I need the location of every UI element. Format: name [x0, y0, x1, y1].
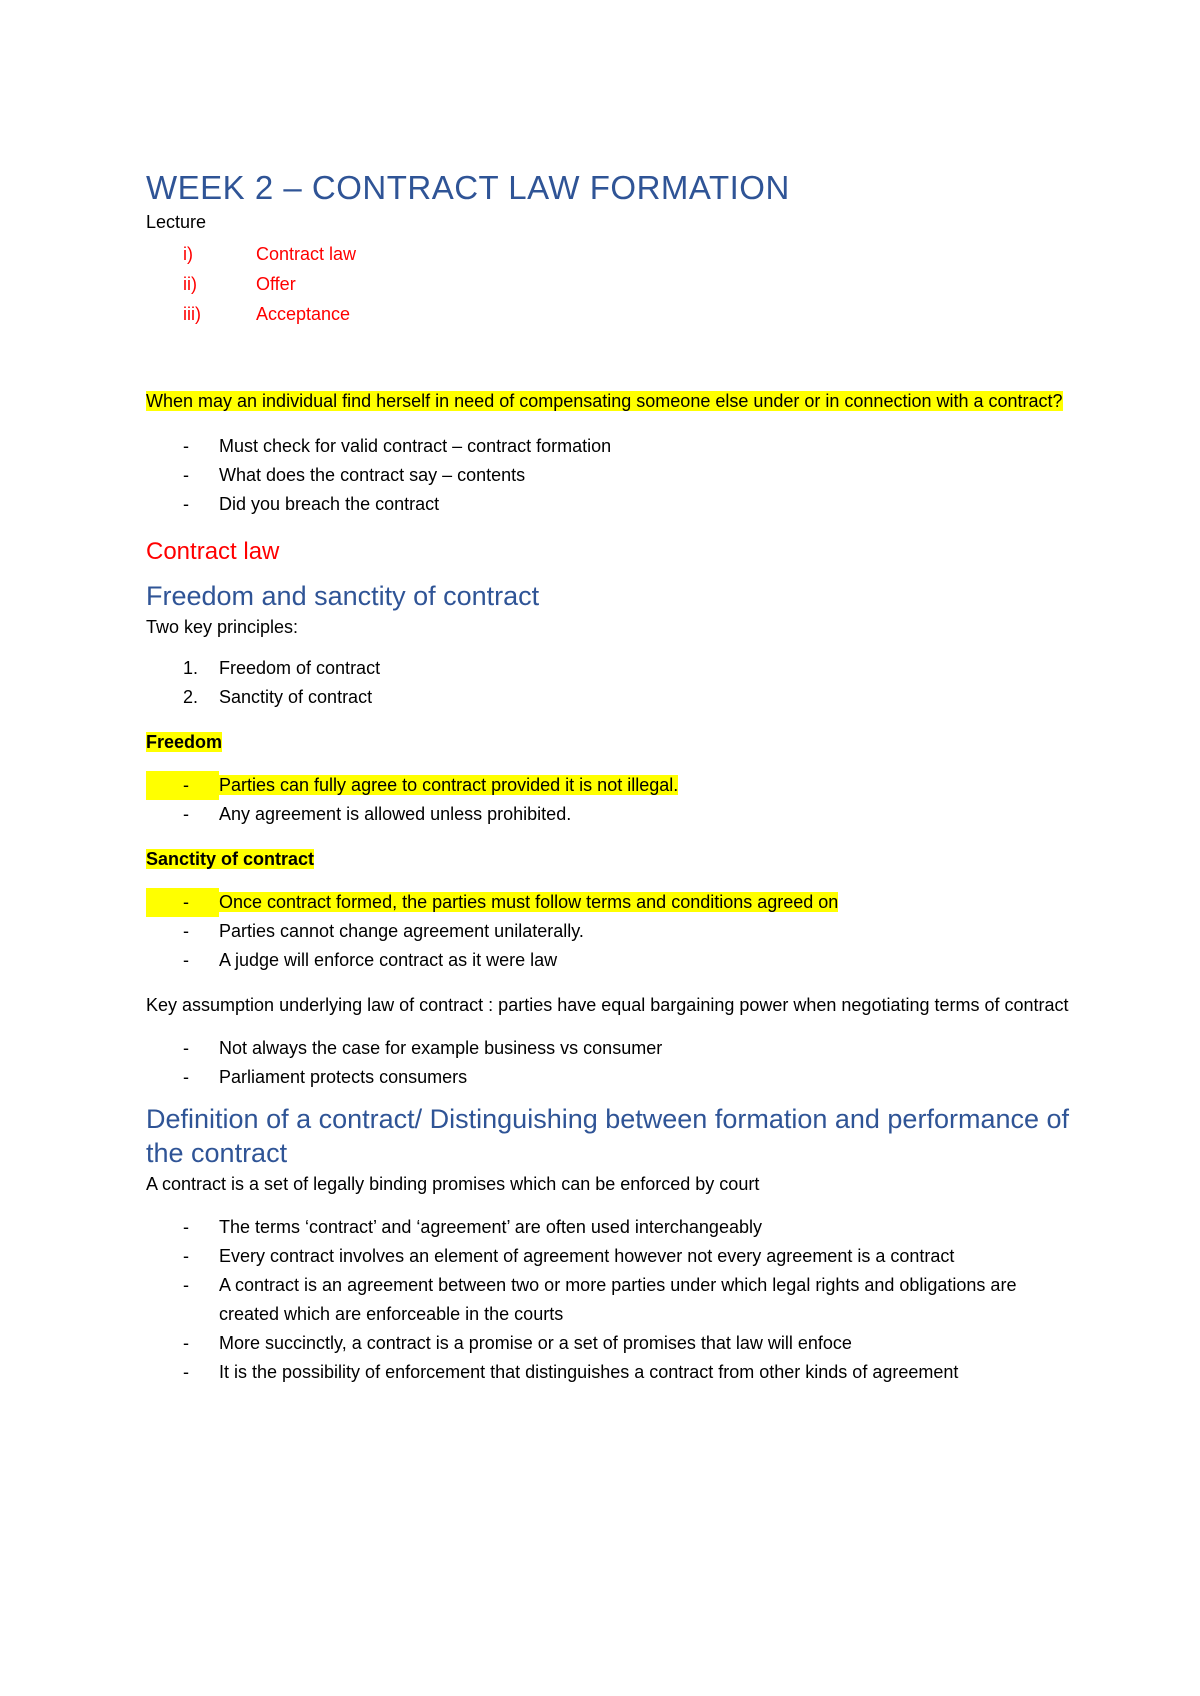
list-item: - Parties cannot change agreement unilaterally. [183, 921, 584, 941]
heading-definition: Definition of a contract/ Distinguishing between formation and performance of the contract [146, 1104, 1070, 1168]
assumption-list [146, 1034, 1076, 1092]
list-item: - Once contract formed, the parties must follow terms and conditions agreed on [146, 888, 1076, 917]
heading-freedom-sanctity: Freedom and sanctity of contract [146, 581, 540, 611]
list-item: 2. Sanctity of contract [183, 687, 373, 707]
document-content [146, 168, 1076, 1403]
definition-list [146, 1213, 1076, 1387]
section-heading-contract-law: Contract law [146, 538, 280, 565]
question-paragraph: When may an individual find herself in need of compensating someone else under or in connection with a contract? [146, 391, 1063, 411]
heading-sanctity: Sanctity of contract [146, 849, 315, 869]
freedom-list [146, 771, 1076, 829]
principles-list [146, 654, 1076, 712]
checks-list [146, 432, 1076, 519]
subtitle: Lecture [146, 212, 207, 232]
list-item: - A judge will enforce contract as it were law [183, 950, 558, 970]
list-item: - Any agreement is allowed unless prohibited. [183, 804, 572, 824]
list-item: 1. Freedom of contract [183, 658, 381, 678]
list-item: - More succinctly, a contract is a promise or a set of promises that law will enfoce [183, 1333, 852, 1353]
agenda-list [146, 239, 1076, 329]
list-item: - Did you breach the contract [183, 494, 440, 514]
list-item: - Every contract involves an element of agreement however not every agreement is a contract [183, 1246, 955, 1266]
list-item: - A contract is an agreement between two or more parties under which legal rights and obligations are created which are enforceable in the courts [183, 1275, 1017, 1324]
list-item: - Parties can fully agree to contract provided it is not illegal. [146, 771, 1076, 800]
agenda-item: ii) Offer [183, 274, 296, 294]
heading-freedom: Freedom [146, 732, 223, 752]
assumption-paragraph: Key assumption underlying law of contract : parties have equal bargaining power when negotiating terms of contract [146, 995, 1069, 1015]
sanctity-list [146, 888, 1076, 975]
list-item: - What does the contract say – contents [183, 465, 526, 485]
list-item: - Must check for valid contract – contract formation [183, 436, 612, 456]
principles-intro: Two key principles: [146, 617, 299, 637]
agenda-item: iii) Acceptance [183, 304, 351, 324]
list-item: - Parliament protects consumers [183, 1067, 468, 1087]
list-item: - The terms ‘contract’ and ‘agreement’ are often used interchangeably [183, 1217, 762, 1237]
document-title: WEEK 2 – CONTRACT LAW FORMATION [146, 169, 790, 206]
list-item: - It is the possibility of enforcement that distinguishes a contract from other kinds of agreement [183, 1362, 959, 1382]
agenda-item: i) Contract law [183, 244, 357, 264]
definition-intro: A contract is a set of legally binding promises which can be enforced by court [146, 1174, 760, 1194]
list-item: - Not always the case for example business vs consumer [183, 1038, 663, 1058]
